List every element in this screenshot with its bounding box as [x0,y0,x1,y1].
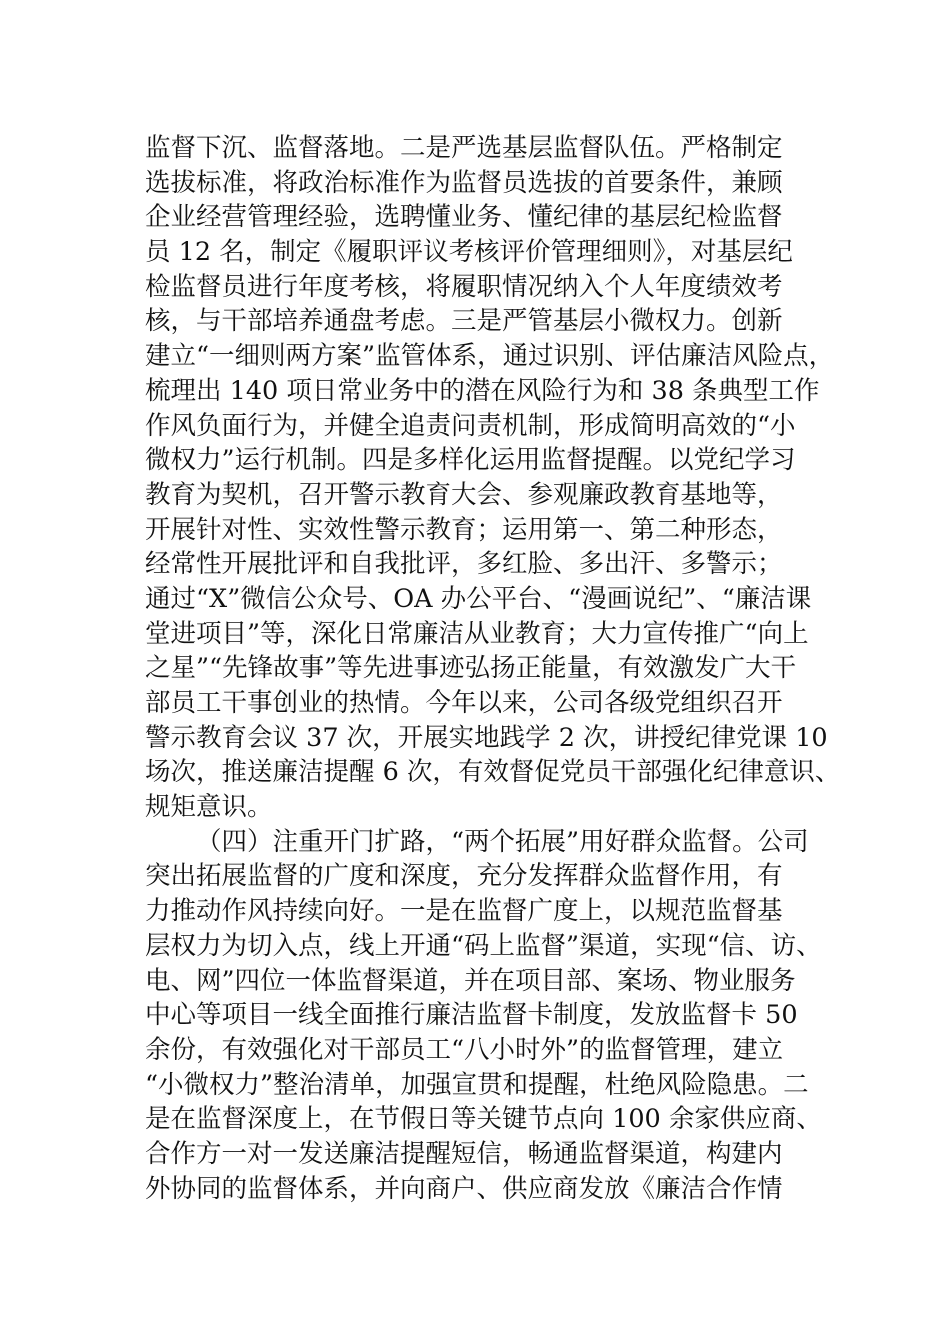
text-line: 中心等项目一线全面推行廉洁监督卡制度，发放监督卡 50 [145,1000,798,1031]
text-line: 经常性开展批评和自我批评，多红脸、多出汗、多警示； [145,549,783,580]
text-line: 微权力”运行机制。四是多样化运用监督提醒。以党纪学习 [145,445,796,476]
text-line: 余份，有效强化对干部员工“八小时外”的监督管理，建立 [145,1034,784,1065]
section-heading-line: （四）注重开门扩路，“两个拓展”用好群众监督。公司 [196,826,809,857]
text-line: 部员工干事创业的热情。今年以来，公司各级党组织召开 [145,688,783,718]
text-line: 堂进项目”等，深化日常廉洁从业教育；大力宣传推广“向上 [145,618,809,649]
text-line: 教育为契机，召开警示教育大会、参观廉政教育基地等， [145,479,783,510]
text-line: 力推动作风持续向好。一是在监督广度上，以规范监督基 [145,896,783,927]
text-line: 之星”“先锋故事”等先进事迹弘扬正能量，有效激发广大干 [145,653,797,684]
text-line: 外协同的监督体系，并向商户、供应商发放《廉洁合作情 [145,1173,783,1204]
text-line: 检监督员进行年度考核，将履职情况纳入个人年度绩效考 [145,271,783,302]
text-line: 规矩意识。 [145,792,273,823]
text-line: 建立“一细则两方案”监管体系，通过识别、评估廉洁风险点， [145,341,835,372]
text-line: 突出拓展监督的广度和深度，充分发挥群众监督作用，有 [145,861,783,892]
text-line: 开展针对性、实效性警示教育；运用第一、第二种形态， [145,514,783,545]
text-line: 电、网”四位一体监督渠道，并在项目部、案场、物业服务 [145,965,796,996]
text-line: 通过“X”微信公众号、OA 办公平台、“漫画说纪”、“廉洁课 [145,583,812,614]
text-line: 梳理出 140 项日常业务中的潜在风险行为和 38 条典型工作 [145,375,820,406]
text-line: 选拔标准，将政治标准作为监督员选拔的首要条件，兼顾 [145,167,783,198]
text-line: 是在监督深度上，在节假日等关键节点向 100 余家供应商、 [145,1104,822,1135]
text-line: 监督下沉、监督落地。二是严选基层监督队伍。严格制定 [145,133,783,163]
text-line: 企业经营管理经验，选聘懂业务、懂纪律的基层纪检监督 [145,202,783,233]
text-line: 核，与干部培养通盘考虑。三是严管基层小微权力。创新 [145,306,783,337]
text-line: “小微权力”整治清单，加强宣贯和提醒，杜绝风险隐患。二 [145,1069,809,1100]
document-body-text [145,131,841,1206]
text-line: 合作方一对一发送廉洁提醒短信，畅通监督渠道，构建内 [145,1138,783,1169]
text-line: 场次，推送廉洁提醒 6 次，有效督促党员干部强化纪律意识、 [145,757,841,788]
text-line: 员 12 名，制定《履职评议考核评价管理细则》，对基层纪 [145,237,793,268]
text-line: 层权力为切入点，线上开通“码上监督”渠道，实现“信、访、 [145,930,822,961]
text-line: 作风负面行为，并健全追责问责机制，形成简明高效的“小 [145,410,796,441]
text-line: 警示教育会议 37 次，开展实地践学 2 次，讲授纪律党课 10 [145,722,828,753]
